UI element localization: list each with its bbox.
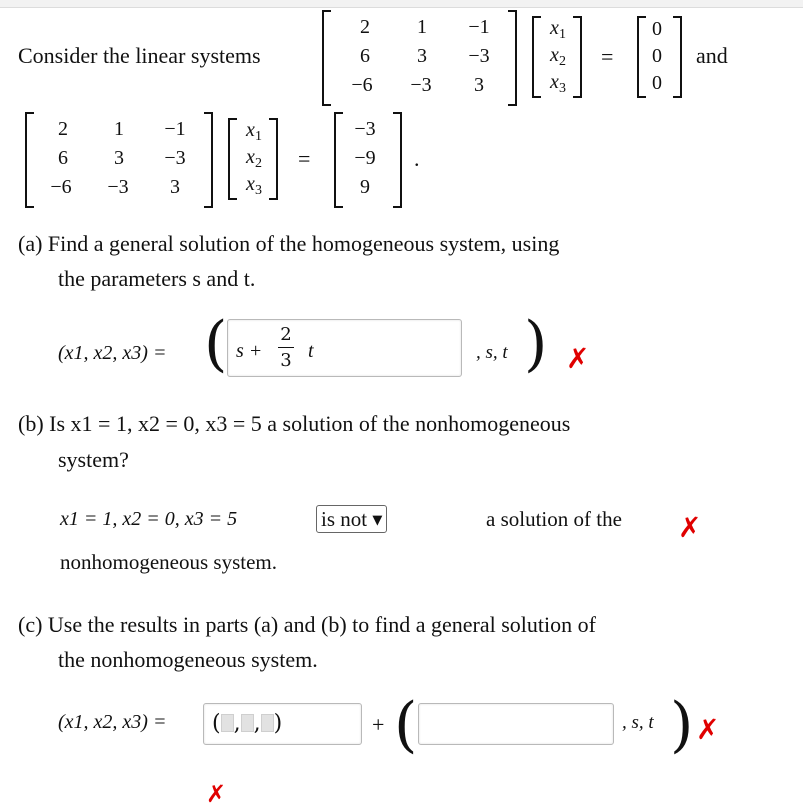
intro-text: Consider the linear systems — [18, 43, 261, 68]
a31: −6 — [351, 74, 373, 96]
part-c-right-paren: ) — [670, 690, 694, 760]
part-c-trailing: , s, t — [622, 712, 654, 733]
part-a-prompt-line2: the parameters s and t. — [58, 266, 256, 291]
part-a-frac-bar — [278, 347, 294, 348]
part-a-lhs: (x1, x2, x3) = — [58, 342, 167, 364]
part-c-homogeneous-input[interactable] — [418, 703, 614, 745]
part-b-line2: nonhomogeneous system. — [60, 550, 277, 574]
equals-top: = — [601, 44, 614, 69]
part-a-left-paren: ( — [204, 309, 228, 379]
part-a-right-paren: ) — [524, 309, 548, 379]
part-a-trailing: , s, t — [476, 342, 508, 363]
part-a-t-term: t — [308, 340, 314, 362]
part-c-left-paren: ( — [394, 690, 418, 760]
part-c-prompt-line2: the nonhomogeneous system. — [58, 647, 318, 672]
part-c-plus: + — [372, 712, 385, 737]
intro-and: and — [696, 43, 728, 68]
a22: 3 — [417, 45, 427, 67]
part-a-incorrect-icon: ✗ — [566, 342, 590, 375]
a32: −3 — [410, 74, 432, 96]
part-a-answer-input[interactable] — [227, 319, 462, 377]
part-a-prompt-line1: (a) Find a general solution of the homogeneous system, using — [18, 231, 560, 256]
a33: 3 — [474, 74, 484, 96]
part-c-incorrect-icon: ✗ — [696, 713, 720, 746]
placeholder-slot-3[interactable] — [261, 714, 274, 732]
part-c-particular-input[interactable] — [203, 703, 362, 745]
placeholder-slot-2[interactable] — [241, 714, 254, 732]
placeholder-slot-1[interactable] — [221, 714, 234, 732]
equals-second: = — [298, 146, 311, 171]
part-b-statement: x1 = 1, x2 = 0, x3 = 5 — [60, 508, 238, 530]
part-c-prompt-line1: (c) Use the results in parts (a) and (b) to find a general solution of — [18, 612, 596, 637]
part-b-after: a solution of the — [486, 507, 622, 531]
part-a-frac-num: 2 — [280, 324, 292, 345]
part-b-incorrect-icon: ✗ — [678, 511, 702, 544]
part-a-frac-den: 3 — [280, 350, 292, 371]
chevron-down-icon: ▼ — [372, 513, 383, 528]
part-c-particular-incorrect-icon: ✗ — [206, 780, 227, 808]
part-c-lhs: (x1, x2, x3) = — [58, 711, 167, 733]
top-rule — [0, 0, 803, 8]
a21: 6 — [360, 45, 370, 67]
part-c-particular-template: ( , , ) — [212, 711, 283, 736]
a11: 2 — [360, 16, 370, 38]
part-b-dropdown[interactable] — [316, 505, 387, 533]
part-a-s-term: s + — [236, 340, 263, 362]
part-b-prompt-line2: system? — [58, 447, 129, 472]
part-b-prompt-line1: (b) Is x1 = 1, x2 = 0, x3 = 5 a solution of the nonhomogeneous — [18, 411, 571, 436]
a13: −1 — [468, 16, 490, 38]
a23: −3 — [468, 45, 490, 67]
intro-period: . — [414, 146, 420, 171]
part-b-dropdown-value: is not — [321, 507, 368, 531]
a12: 1 — [417, 16, 427, 38]
